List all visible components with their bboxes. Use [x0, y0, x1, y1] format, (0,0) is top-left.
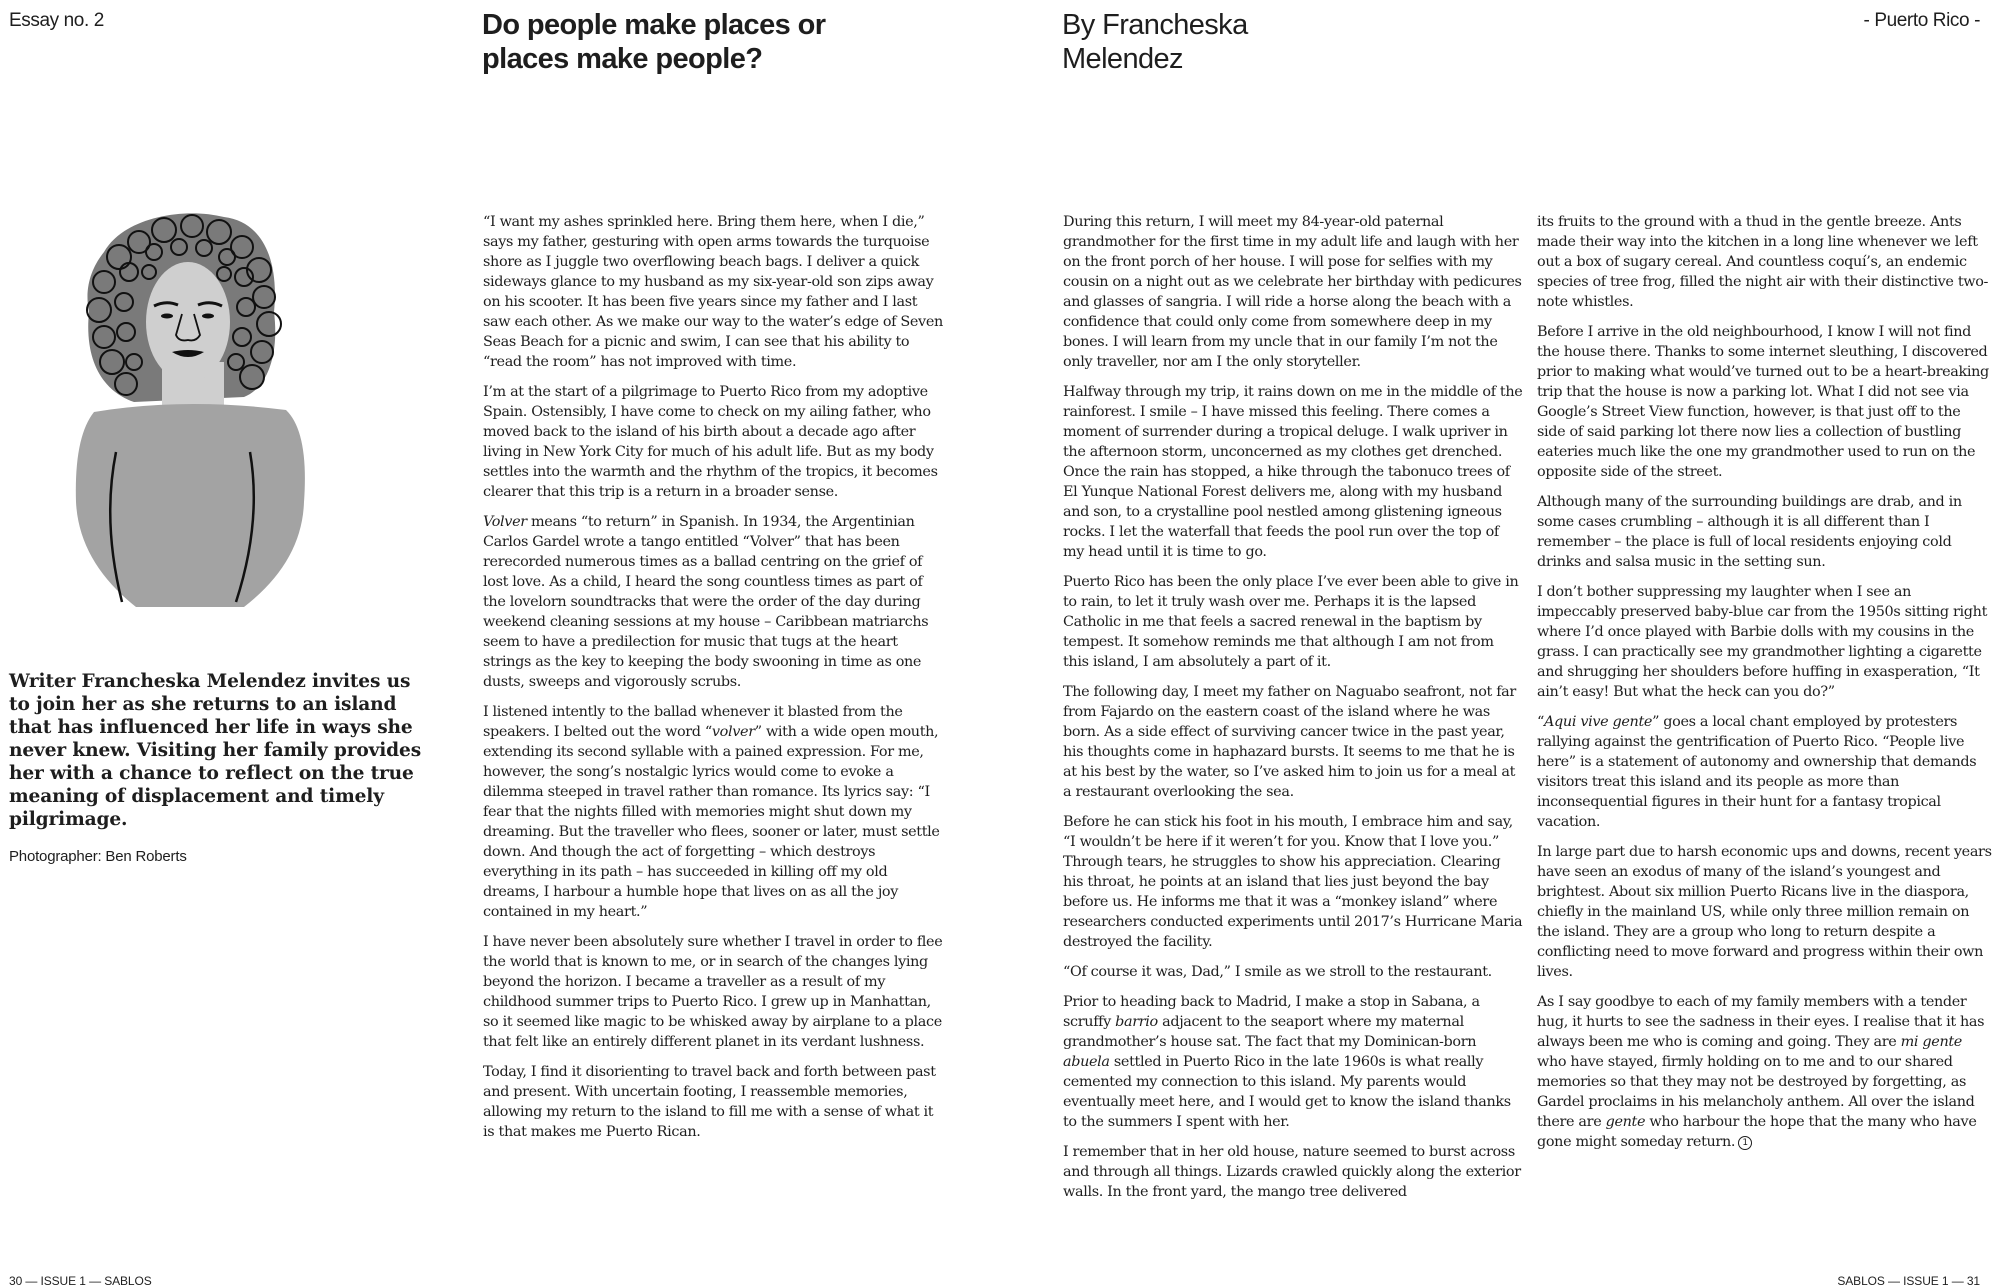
italic-phrase: Aqui vive gente: [1544, 714, 1653, 730]
text-run: “: [1537, 714, 1545, 730]
text-run: who harbour the hope that the many who have gone might someday return.: [1537, 1114, 1977, 1150]
text-run: means “to return” in Spanish. In 1934, the Argentinian Carlos Gardel wrote a tango entitled “Volver” that has been rerecorded numerous times as a ballad centring on the grief of lost love. As a child, I heard the song countless times as part of the lovelorn soundtracks that were the order of the day during weekend cleaning sessions at my house – Caribbean matriarchs seem to have a predilection for music that tugs at the heart strings as the key to keeping the body swooning in time as one dusts, sweeps and vigorously scrubs.: [483, 514, 929, 690]
body-paragraph: [1537, 582, 1992, 702]
text-run: ” goes a local chant employed by protesters rallying against the gentrification of Puerto Rico. “People live here” is a statement of autonomy and ownership that demands visitors treat this island and its people as more than inconsequential figures in their hunt for a fantasy tropical vacation.: [1537, 714, 1977, 830]
body-column-2: [1063, 212, 1523, 1212]
text-run: who have stayed, firmly holding on to me and to our shared memories so that they may not be destroyed by forgetting, as Gardel proclaims in his melancholy anthem. All over the island there are: [1537, 1054, 1975, 1130]
essay-number: Essay no. 2: [9, 10, 104, 31]
torso: [76, 404, 305, 607]
body-paragraph: [1537, 212, 1992, 312]
text-run: As I say goodbye to each of my family members with a tender hug, it hurts to see the sadness in their eyes. I realise that it has always been me who is coming and going. They are: [1537, 994, 1985, 1050]
text-run: I’m at the start of a pilgrimage to Puerto Rico from my adoptive Spain. Ostensibly, I have come to check on my ailing father, who moved back to the island of his birth about a decade ago after living in New York City for much of his adult life. But as my body settles into the warmth and the rhythm of the tropics, it becomes clearer that this trip is a return in a broader sense.: [483, 384, 938, 500]
text-run: its fruits to the ground with a thud in the gentle breeze. Ants made their way into the kitchen in a long line whenever we left out a box of sugary cereal. And countless coquí’s, an endemic species of tree frog, filled the night air with their distinctive two-note whistles.: [1537, 214, 1989, 310]
body-paragraph: [483, 1062, 943, 1142]
italic-phrase: mi gente: [1900, 1034, 1962, 1050]
text-run: Before he can stick his foot in his mouth, I embrace him and say, “I wouldn’t be here if it weren’t for you. Know that I love you.” Through tears, he struggles to show his appreciation. Clearing his throat, he points at an island that lies just beyond the bay before us. He informs me that it was a “monkey island” where researchers conducted experiments until 2017’s Hurricane Maria destroyed the facility.: [1063, 814, 1523, 950]
text-run: During this return, I will meet my 84-year-old paternal grandmother for the first time in my adult life and laugh with her on the front porch of her house. I will pose for selfies with my cousin on a night out as we celebrate her birthday with pedicures and glasses of sangria. I will ride a horse along the beach with a confidence that could only come from somewhere deep in my bones. I will learn from my uncle that in our family I’m not the only traveller, nor am I the only storyteller.: [1063, 214, 1522, 370]
italic-phrase: abuela: [1063, 1054, 1110, 1070]
end-of-article-icon: 1: [1738, 1136, 1752, 1150]
italic-phrase: barrio: [1115, 1014, 1158, 1030]
text-run: settled in Puerto Rico in the late 1960s is what really cemented my connection to this island. My parents would eventually meet here, and I would get to know the island thanks to the summers I spent with her.: [1063, 1054, 1511, 1130]
text-run: Today, I find it disorienting to travel back and forth between past and present. With uncertain footing, I reassemble memories, allowing my return to the island to fill me with a sense of what it is that makes me Puerto Rican.: [483, 1064, 936, 1140]
body-paragraph: [1537, 842, 1992, 982]
body-paragraph: [1063, 682, 1523, 802]
footer-folio-right: SABLOS — ISSUE 1 — 31: [1837, 1274, 1980, 1288]
body-paragraph: [1537, 992, 1992, 1152]
text-run: In large part due to harsh economic ups and downs, recent years have seen an exodus of many of the island’s youngest and brightest. About six million Puerto Ricans live in the diaspora, chiefly in the mainland US, while only three million remain on the island. They are a group who long to return despite a conflicting need to move forward and progress within their own lives.: [1537, 844, 1992, 980]
body-paragraph: [1063, 992, 1523, 1132]
body-paragraph: [1063, 382, 1523, 562]
italic-phrase: volver: [711, 724, 755, 740]
body-paragraph: [1063, 572, 1523, 672]
text-run: I remember that in her old house, nature seemed to burst across and through all things. Lizards crawled quickly along the exterior walls. In the front yard, the mango tree delivered: [1063, 1144, 1521, 1200]
body-paragraph: [1063, 1142, 1523, 1202]
text-run: “I want my ashes sprinkled here. Bring them here, when I die,” says my father, gesturing with open arms towards the turquoise shore as I juggle two overflowing beach bags. I deliver a quick sideways glance to my husband as my six-year-old son zips away on his scooter. It has been five years since my father and I last saw each other. As we make our way to the water’s edge of Seven Seas Beach for a picnic and swim, I can see that his ability to “read the room” has not improved with time.: [483, 214, 943, 370]
footer-folio-left: 30 — ISSUE 1 — SABLOS: [9, 1274, 152, 1288]
body-paragraph: [483, 932, 943, 1052]
text-run: adjacent to the seaport where my maternal grandmother’s house sat. The fact that my Dominican-born: [1063, 1014, 1477, 1050]
body-paragraph: [483, 702, 943, 922]
region-tag: - Puerto Rico -: [1863, 10, 1980, 31]
text-run: Before I arrive in the old neighbourhood, I know I will not find the house there. Thanks to some internet sleuthing, I discovered prior to making what would’ve turned out to be a heart-breaking trip that the house is now a parking lot. What I did not see via Google’s Street View function, however, is that just off to the side of said parking lot there now lies a collection of bustling eateries much like the one my grandmother used to run on the opposite side of the street.: [1537, 324, 1989, 480]
text-run: Although many of the surrounding buildings are drab, and in some cases crumbling – although it is all different than I remember – the place is full of local residents enjoying cold drinks and salsa music in the setting sun.: [1537, 494, 1962, 570]
body-paragraph: [1063, 212, 1523, 372]
face: [146, 262, 230, 382]
body-paragraph: [1063, 812, 1523, 952]
body-column-1: [483, 212, 943, 1152]
article-title: Do people make places or places make people?: [482, 9, 826, 75]
text-run: Halfway through my trip, it rains down on me in the middle of the rainforest. I smile – I have missed this feeling. There comes a moment of surrender during a tropical deluge. I walk upriver in the afternoon storm, unconcerned as my clothes get drenched. Once the rain has stopped, a hike through the tabonuco trees of El Yunque National Forest delivers me, along with my husband and son, to a crystalline pool nestled among glistening igneous rocks. I let the waterfall that feeds the pool run over the top of my head until it is time to go.: [1063, 384, 1523, 560]
author-byline: By Francheska Melendez: [1062, 9, 1248, 75]
body-paragraph: [483, 212, 943, 372]
text-run: I have never been absolutely sure whether I travel in order to flee the world that is known to me, or in search of the changes lying beyond the horizon. I became a traveller as a result of my childhood summer trips to Puerto Rico. I grew up in Manhattan, so it seemed like magic to be whisked away by airplane to a place that felt like an entirely different planet in its verdant lushness.: [483, 934, 943, 1050]
body-paragraph: [483, 512, 943, 692]
text-run: ” with a wide open mouth, extending its second syllable with a pained expression. For me, however, the song’s nostalgic lyrics would come to evoke a dilemma steeped in travel rather than romance. Its lyrics say: “I fear that the nights filled with memories might shut down my dreaming. But the traveller who flees, sooner or later, must settle down. And though the act of forgetting – which destroys everything in its path – has succeeded in killing off my old dreams, I harbour a humble hope that lives on as all the joy contained in my heart.”: [483, 724, 940, 920]
text-run: I don’t bother suppressing my laughter when I see an impeccably preserved baby-blue car from the 1950s sitting right where I’d once played with Barbie dolls with my cousins in the grass. I can practically see my grandmother lighting a cigarette and shrugging her shoulders before huffing in exasperation, “It ain’t easy! But what the heck can you do?”: [1537, 584, 1987, 700]
photographer-credit: Photographer: Ben Roberts: [9, 848, 187, 865]
text-run: The following day, I meet my father on Naguabo seafront, not far from Fajardo on the eastern coast of the island where he was born. As a side effect of surviving cancer twice in the past year, his thoughts come in haphazard bursts. It seems to me that he is at his best by the water, so I’ve asked him to join us for a meal at a restaurant overlooking the sea.: [1063, 684, 1516, 800]
body-paragraph: [483, 382, 943, 502]
standfirst: Writer Francheska Melendez invites us to join her as she returns to an island that has influenced her life in ways she never knew. Visiting her family provides her with a chance to reflect on the true meaning of displacement and timely pilgrimage.: [9, 671, 422, 830]
text-run: I listened intently to the ballad whenever it blasted from the speakers. I belted out the word “: [483, 704, 903, 740]
text-run: Prior to heading back to Madrid, I make a stop in Sabana, a scruffy: [1063, 994, 1480, 1030]
body-paragraph: [1537, 322, 1992, 482]
body-column-3: [1537, 212, 1992, 1162]
italic-phrase: Volver: [483, 514, 527, 530]
text-run: Puerto Rico has been the only place I’ve ever been able to give in to rain, to let it truly wash over me. Perhaps it is the lapsed Catholic in me that feels a sacred renewal in the baptism by tempest. It somehow reminds me that although I am not from this island, I am absolutely a part of it.: [1063, 574, 1519, 670]
body-paragraph: [1063, 962, 1523, 982]
portrait-illustration: [64, 202, 316, 614]
body-paragraph: [1537, 712, 1992, 832]
body-paragraph: [1537, 492, 1992, 572]
text-run: “Of course it was, Dad,” I smile as we stroll to the restaurant.: [1063, 964, 1492, 980]
italic-phrase: gente: [1605, 1114, 1646, 1130]
